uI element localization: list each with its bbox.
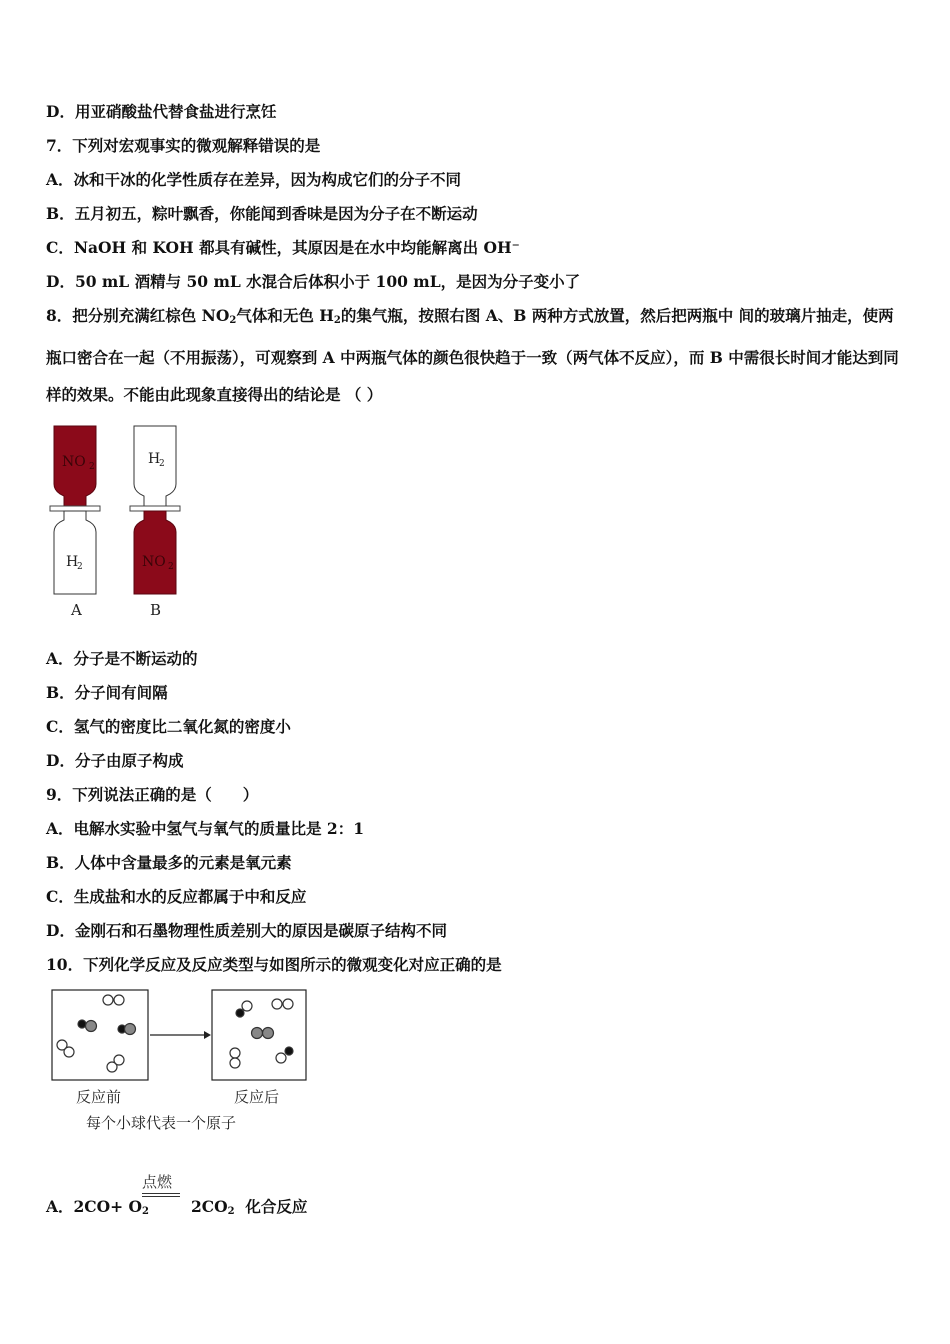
q6-option-d: D．用亚硝酸盐代替食盐进行烹饪 <box>46 102 277 121</box>
q9-option-d: D．金刚石和石墨物理性质差别大的原因是碳原子结构不同 <box>46 921 447 940</box>
q7-option-b: B．五月初五，粽叶飘香，你能闻到香味是因为分子在不断运动 <box>46 204 478 223</box>
q7-option-c: C．NaOH 和 KOH 都具有碱性，其原因是在水中均能解离出 OH⁻ <box>46 238 520 257</box>
q7-option-a: A．冰和干冰的化学性质存在差异，因为构成它们的分子不同 <box>46 170 462 189</box>
q8-option-a: A．分子是不断运动的 <box>46 649 198 668</box>
q8-stem: 8．把分别充满红棕色 $NO_2$气体和无色 $H_2$的集气瓶，按照右图 A、B 两种方式放置，然后把两瓶中 间的玻璃片抽走，使两瓶口密合在一起（不用振荡），可观察到 A 中两瓶气体的颜色很快趋于一致（两气体不反应），而 B 中需很长时间才能达到同样的效果。不能由此现象直接得出的结论是 （ ） <box>46 306 899 404</box>
q8-option-b: B．分子间有间隔 <box>46 683 168 702</box>
bottle-label-a: A <box>71 601 82 619</box>
q9-option-a: A．电解水实验中氢气与氧气的质量比是 2：1 <box>46 819 364 838</box>
q9-stem: 9．下列说法正确的是（ ） <box>46 785 259 804</box>
reaction-condition: 点燃 <box>142 1173 173 1191</box>
glass-plate-b <box>130 506 180 511</box>
svg-text:2: 2 <box>159 459 165 469</box>
figure-caption: 每个小球代表一个原子 <box>86 1114 237 1132</box>
bottle-label-b: B <box>150 601 162 619</box>
svg-text:2: 2 <box>77 562 83 572</box>
bottle-b-top <box>134 426 176 506</box>
glass-plate-a <box>50 506 100 511</box>
svg-text:NO: NO <box>62 454 86 470</box>
svg-text:H: H <box>66 554 79 570</box>
svg-text:NO: NO <box>142 554 166 570</box>
after-label: 反应后 <box>234 1088 280 1106</box>
before-label: 反应前 <box>76 1088 122 1106</box>
q8-option-d: D．分子由原子构成 <box>46 751 184 770</box>
q9-option-c: C．生成盐和水的反应都属于中和反应 <box>46 887 307 906</box>
q7-stem: 7．下列对宏观事实的微观解释错误的是 <box>46 136 321 155</box>
svg-text:H: H <box>148 451 161 467</box>
svg-text:2: 2 <box>89 462 95 472</box>
q9-option-b: B．人体中含量最多的元素是氧元素 <box>46 853 292 872</box>
q7-option-d: D．50 mL 酒精与 50 mL 水混合后体积小于 100 mL，是因为分子变小了 <box>46 272 581 291</box>
svg-text:2: 2 <box>168 562 174 572</box>
reaction-diagram <box>50 988 312 1084</box>
q10-stem: 10．下列化学反应及反应类型与如图所示的微观变化对应正确的是 <box>46 955 502 974</box>
before-box <box>52 990 148 1080</box>
bottle-a-bottom <box>54 511 96 594</box>
arrow-head-icon <box>204 1031 211 1039</box>
q10-option-a: A．$2CO+ O_2$ $2CO_2$ 化合反应 <box>46 1197 308 1217</box>
q8-option-c: C．氢气的密度比二氧化氮的密度小 <box>46 717 291 736</box>
gas-bottles-figure <box>46 422 186 622</box>
bottle-a-top <box>54 426 96 506</box>
bottle-b-bottom <box>134 511 176 594</box>
